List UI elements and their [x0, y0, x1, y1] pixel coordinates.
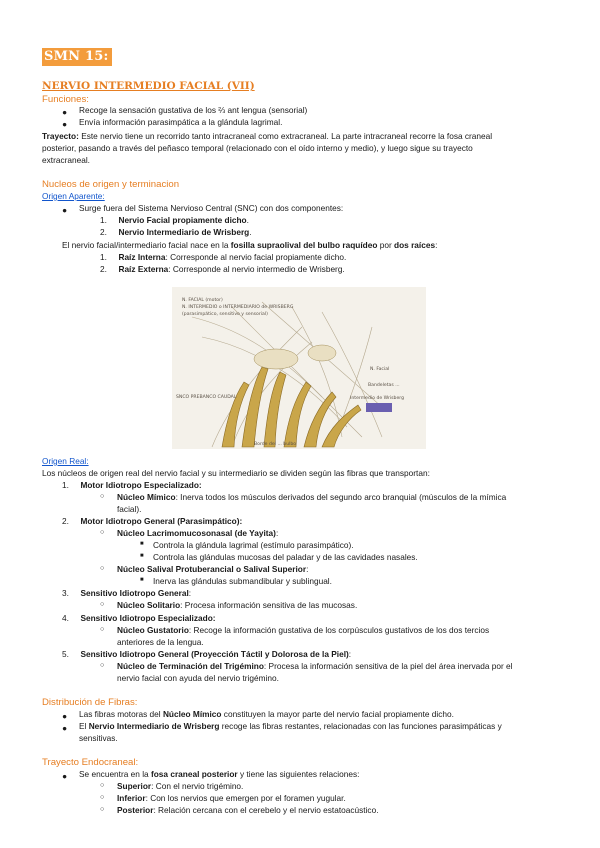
document-title: SMN 15: — [42, 48, 112, 66]
nucleo-item-4: 4. Sensitivo Idiotropo Especializado: — [62, 613, 216, 623]
bullet-icon: ● — [62, 771, 68, 781]
raiz-externa-text: : Corresponde al nervio intermedio de Wrisberg. — [168, 264, 345, 274]
nucleo-solitario-text: : Procesa información sensitiva de las mucosas. — [180, 600, 358, 610]
relacion-posterior-label: Posterior — [117, 805, 154, 815]
nucleo-trigemino-label: Núcleo de Terminación del Trigémino — [117, 661, 264, 671]
trayecto-label: Trayecto: — [42, 131, 79, 141]
nucleo-item-2: 2. Motor Idiotropo General (Parasimpático): — [62, 516, 243, 526]
section-title: NERVIO INTERMEDIO FACIAL (VII) — [42, 80, 255, 92]
square-bullet-icon: ■ — [140, 541, 144, 547]
origen-real-link[interactable]: Origen Real: — [42, 456, 89, 466]
nucleo-trigemino-text: : Procesa la información sensitiva de la piel del área inervada por el — [263, 661, 513, 671]
nucleo-4-label: Sensitivo Idiotropo Especializado: — [80, 613, 216, 623]
figure-label-wrisberg: Intermedio de Wrisberg — [350, 396, 405, 401]
nucleo-item-1: 1. Motor Idiotropo Especializado: — [62, 480, 202, 490]
nucleo-trigemino — [117, 661, 513, 672]
text-span: El nervio facial/intermediario facial nace en la — [62, 240, 231, 250]
nucleo-1-label: Motor Idiotropo Especializado: — [80, 480, 202, 490]
text-span: El — [79, 721, 89, 731]
endocraneal-item-1 — [79, 769, 359, 780]
text-span: y tiene las siguientes relaciones: — [237, 769, 360, 779]
nucleo-item-3: 3. Sensitivo Idiotropo General: — [62, 588, 192, 598]
nucleo-5-label: Sensitivo Idiotropo General (Proyección Táctil y Dolorosa de la Piel) — [80, 649, 349, 659]
circle-bullet-icon: ○ — [100, 794, 105, 801]
text-span: Se encuentra en la — [79, 769, 151, 779]
figure-label-funciones: (parasimpático, sensitivo y sensorial) — [182, 312, 268, 317]
nucleo-trigemino-cont: nervio facial con ayuda del nervio trigémino. — [117, 673, 279, 683]
square-bullet-icon: ■ — [140, 553, 144, 559]
raiz-externa-label: Raíz Externa — [118, 264, 169, 274]
text-span: Las fibras motoras del — [79, 709, 163, 719]
brainstem-illustration — [172, 287, 426, 449]
anatomy-figure — [172, 287, 426, 449]
raiz-interna-text: : Corresponde al nervio facial propiamente dicho. — [165, 252, 347, 262]
nucleo-mimico — [117, 492, 506, 503]
circle-bullet-icon: ○ — [100, 529, 105, 536]
el-nervio-text: El nervio facial/intermediario facial nace en la fosilla supraolival del bulbo raquídeo por dos raíces: — [62, 240, 438, 250]
circle-bullet-icon: ○ — [100, 493, 105, 500]
bullet-icon: ● — [62, 119, 68, 129]
relacion-inferior-text: : Con los nervios que emergen por el foramen yugular. — [145, 793, 346, 803]
square-bullet-icon: ■ — [140, 577, 144, 583]
relacion-superior — [117, 781, 243, 792]
origen-aparente-link[interactable]: Origen Aparente: — [42, 191, 105, 201]
text-bold: fosilla supraolival del bulbo raquídeo — [230, 240, 378, 250]
nucleo-gustatorio-cont: anteriores de la lengua. — [117, 637, 204, 647]
raiz-externa: 2. Raíz Externa: Corresponde al nervio intermedio de Wrisberg. — [100, 264, 345, 274]
componente-1-label: Nervio Facial propiamente dicho — [118, 215, 247, 225]
nucleo-3-label: Sensitivo Idiotropo General — [80, 588, 189, 598]
nucleo-gustatorio-text: : Recoge la información gustativa de los corpúsculos gustativos de los dos tercios — [188, 625, 490, 635]
text-span: constituyen la mayor parte del nervio facial propiamente dicho. — [221, 709, 454, 719]
circle-bullet-icon: ○ — [100, 782, 105, 789]
nucleo-lacrimo-label: Núcleo Lacrimomucosonasal (de Yayita) — [117, 528, 276, 538]
distribucion-heading: Distribución de Fibras: — [42, 697, 138, 708]
distribucion-item-1 — [79, 709, 454, 720]
text-span: recoge las fibras restantes, relacionadas con las funciones parasimpáticas y — [219, 721, 502, 731]
relacion-posterior-text: : Relación cercana con el cerebelo y el nervio estatoacústico. — [153, 805, 379, 815]
figure-label-caudal: SNCO PREBANCO CAUDAL — [176, 395, 237, 400]
circle-bullet-icon: ○ — [100, 806, 105, 813]
bullet-icon: ● — [62, 711, 68, 721]
trayecto-text: Este nervio tiene un recorrido tanto intracraneal como extracraneal. La parte intracraneal recorre la fosa craneal — [78, 131, 493, 141]
componente-2: 2. Nervio Intermediario de Wrisberg. — [100, 227, 252, 237]
figure-label-bandeletas: Bandeletas ... — [368, 383, 400, 388]
nucleo-salival-label: Núcleo Salival Protuberancial o Salival Superior — [117, 564, 307, 574]
relacion-inferior — [117, 793, 346, 804]
text-bold: Núcleo Mímico — [162, 709, 222, 719]
nucleo-gustatorio-label: Núcleo Gustatorio — [117, 625, 189, 635]
circle-bullet-icon: ○ — [100, 601, 105, 608]
text-bold: dos raíces — [394, 240, 436, 250]
nucleo-lacrimo: Núcleo Lacrimomucosonasal (de Yayita): — [117, 528, 279, 538]
figure-label-borde: Borde del ... bulbo — [254, 442, 297, 447]
nucleos-heading: Nucleos de origen y terminacion — [42, 179, 180, 190]
origen-real-intro: Los núcleos de origen real del nervio facial y su intermediario se dividen según las fibras que transportan: — [42, 468, 430, 478]
componente-2-label: Nervio Intermediario de Wrisberg — [118, 227, 250, 237]
figure-label-intermedio: N. INTERMEDIO o INTERMEDIARIO de WRISBERG — [182, 305, 294, 310]
figure-label-n-facial: N. Facial — [370, 367, 390, 372]
circle-bullet-icon: ○ — [100, 662, 105, 669]
nucleo-solitario — [117, 600, 357, 611]
trayecto-paragraph — [42, 131, 492, 142]
bullet-icon: ● — [62, 205, 68, 215]
relacion-superior-text: : Con el nervio trigémino. — [151, 781, 244, 791]
circle-bullet-icon: ○ — [100, 565, 105, 572]
nucleo-2-label: Motor Idiotropo General (Parasimpático): — [80, 516, 243, 526]
lacrimo-item-2: Controla las glándulas mucosas del paladar y de las cavidades nasales. — [153, 552, 418, 562]
endocraneal-heading: Trayecto Endocraneal: — [42, 757, 139, 768]
figure-label-facial: N. FACIAL (motor) — [182, 298, 223, 303]
raiz-interna: 1. Raíz Interna: Corresponde al nervio facial propiamente dicho. — [100, 252, 347, 262]
trayecto-line-2: posterior, pasando a través del peñasco temporal (relacionado con el oído interno y medio), y luego sigue su trayecto — [42, 143, 473, 153]
nucleo-solitario-label: Núcleo Solitario — [117, 600, 181, 610]
nucleo-salival: Núcleo Salival Protuberancial o Salival Superior: — [117, 564, 309, 574]
relacion-inferior-label: Inferior — [117, 793, 146, 803]
bullet-icon: ● — [62, 723, 68, 733]
lacrimo-item-1: Controla la glándula lagrimal (estímulo parasimpático). — [153, 540, 354, 550]
salival-item-1: Inerva las glándulas submandibular y sublingual. — [153, 576, 332, 586]
nucleo-item-5: 5. Sensitivo Idiotropo General (Proyección Táctil y Dolorosa de la Piel): — [62, 649, 352, 659]
funciones-item-2: Envía información parasimpática a la glándula lagrimal. — [79, 117, 283, 127]
funciones-heading: Funciones: — [42, 94, 89, 105]
nucleo-mimico-cont: facial). — [117, 504, 142, 514]
text-bold: fosa craneal posterior — [150, 769, 238, 779]
relacion-superior-label: Superior — [117, 781, 152, 791]
text-span: por — [377, 240, 395, 250]
bullet-icon: ● — [62, 107, 68, 117]
distribucion-item-2-cont: sensitivas. — [79, 733, 118, 743]
circle-bullet-icon: ○ — [100, 626, 105, 633]
nucleo-gustatorio — [117, 625, 489, 636]
componente-1: 1. Nervio Facial propiamente dicho. — [100, 215, 249, 225]
funciones-item-1: Recoge la sensación gustativa de los ⅔ ant lengua (sensorial) — [79, 105, 308, 115]
relacion-posterior — [117, 805, 379, 816]
trayecto-line-3: extracraneal. — [42, 155, 90, 165]
text-bold: Nervio Intermediario de Wrisberg — [88, 721, 220, 731]
raiz-interna-label: Raíz Interna — [118, 252, 166, 262]
distribucion-item-2 — [79, 721, 502, 732]
nucleo-mimico-text: : Inerva todos los músculos derivados del segundo arco branquial (músculos de la mímica — [175, 492, 507, 502]
nucleo-mimico-label: Núcleo Mímico — [117, 492, 176, 502]
surge-text: Surge fuera del Sistema Nervioso Central (SNC) con dos componentes: — [79, 203, 344, 213]
